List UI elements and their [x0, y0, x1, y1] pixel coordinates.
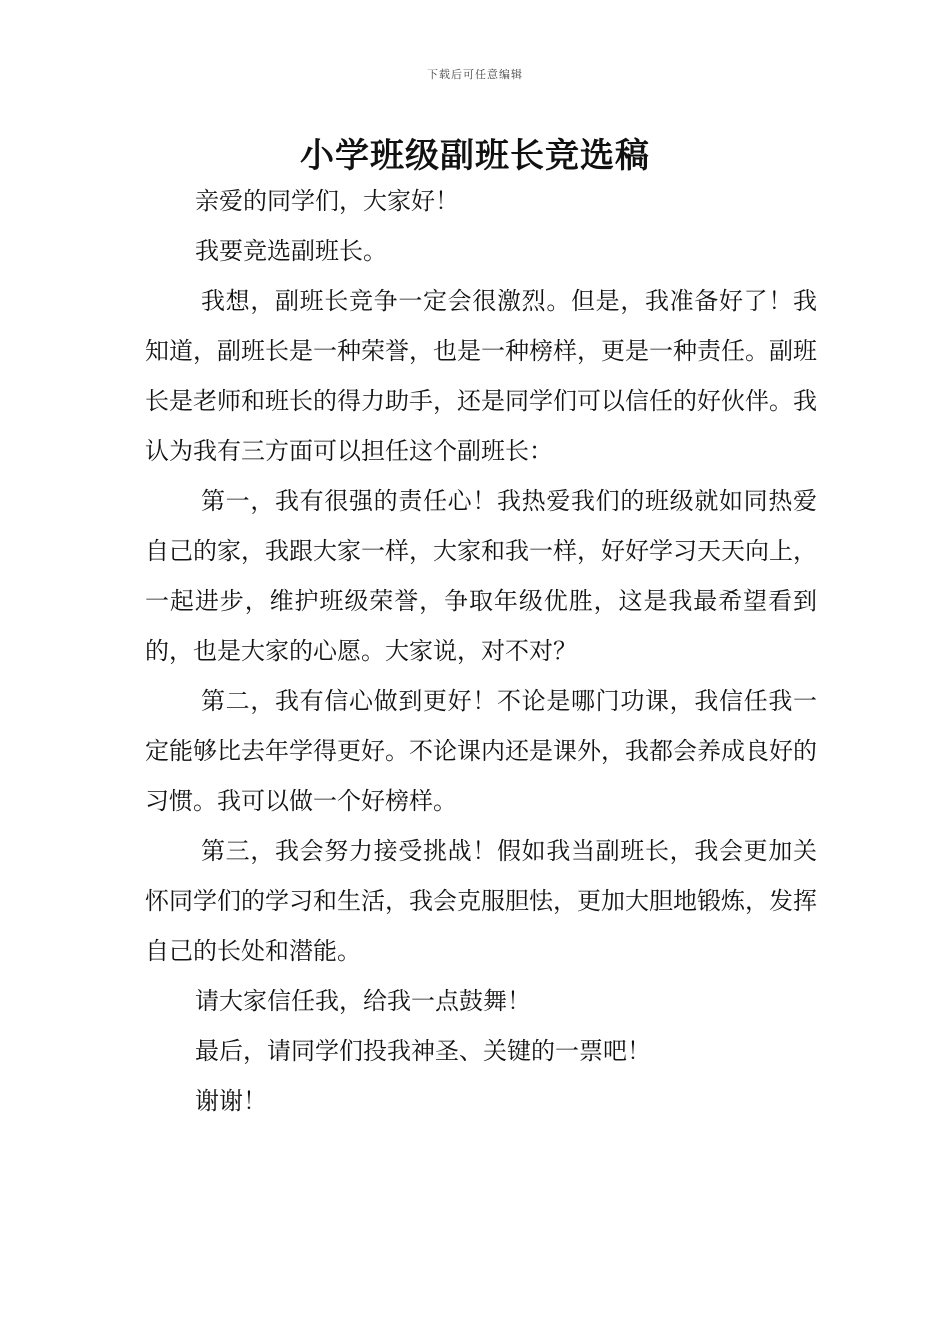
point-two-paragraph: 第二，我有信心做到更好！不论是哪门功课，我信任我一定能够比去年学得更好。不论课内还是课外，我都会养成良好的习惯。我可以做一个好榜样。 — [145, 687, 817, 815]
greeting-paragraph: 亲爱的同学们，大家好！ — [195, 187, 459, 215]
intro-paragraph: 我要竞选副班长。 — [195, 237, 387, 265]
header-note: 下载后可任意编辑 — [427, 68, 523, 81]
document-title: 小学班级副班长竞选稿 — [300, 136, 650, 176]
thanks-paragraph: 谢谢！ — [195, 1087, 267, 1115]
document-body — [145, 176, 817, 1126]
request-paragraph: 请大家信任我，给我一点鼓舞！ — [195, 987, 531, 1015]
point-three-paragraph: 第三，我会努力接受挑战！假如我当副班长，我会更加关怀同学们的学习和生活，我会克服胆怯，更加大胆地锻炼，发挥自己的长处和潜能。 — [145, 837, 817, 965]
motivation-paragraph: 我想，副班长竞争一定会很激烈。但是，我准备好了！我知道，副班长是一种荣誉，也是一种榜样，更是一种责任。副班长是老师和班长的得力助手，还是同学们可以信任的好伙伴。我认为我有三方面可以担任这个副班长： — [145, 287, 817, 465]
point-one-paragraph: 第一，我有很强的责任心！我热爱我们的班级就如同热爱自己的家，我跟大家一样，大家和我一样，好好学习天天向上，一起进步，维护班级荣誉，争取年级优胜，这是我最希望看到的，也是大家的心愿。大家说，对不对？ — [145, 487, 817, 665]
closing-paragraph: 最后，请同学们投我神圣、关键的一票吧！ — [195, 1037, 651, 1065]
